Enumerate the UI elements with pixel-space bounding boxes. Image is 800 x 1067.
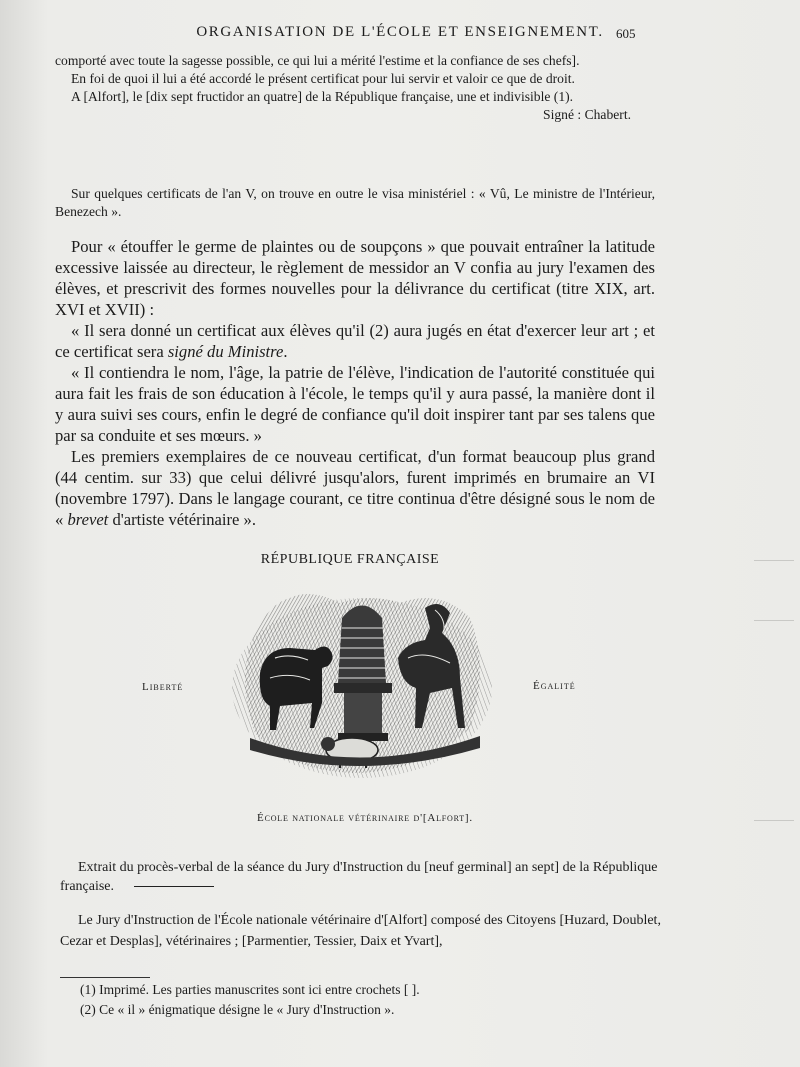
extrait-text — [60, 858, 660, 896]
paragraph-1: Pour « étouffer le germe de plaintes ou de soupçons » que pouvait entraîner la latitude excessive laissée au directeur, le règlement de messidor an V confia au jury l'examen des élèves, et prescrivit des formes nouvelles pour la délivrance du certificat (titre XIX, art. XVI et XVII) : — [55, 237, 655, 319]
paragraph-2-italic: signé du Ministre — [167, 342, 284, 361]
paragraph-2-start: « Il sera donné un certificat aux élèves qu'il (2) aura jugés en état d'exercer leur art ; et ce certificat sera — [55, 321, 655, 361]
paragraph-4-italic: brevet — [67, 510, 109, 529]
liberte-label: Liberté — [142, 681, 184, 693]
ecole-caption: École nationale vétérinaire d'[Alfort]. — [257, 812, 473, 824]
visa-text: Sur quelques certificats de l'an V, on trouve en outre le visa ministériel : « Vû, Le ministre de l'Intérieur, Benezech ». — [55, 186, 655, 219]
engraved-vignette-illustration — [230, 588, 495, 778]
extrait-block — [60, 858, 660, 896]
bleed-through-mark — [754, 620, 794, 621]
excerpt-line-2: En foi de quoi il lui a été accordé le présent certificat pour lui servir et valoir ce que de droit. — [71, 71, 575, 86]
jury-block — [60, 910, 670, 952]
signature: Signé : Chabert. — [543, 107, 631, 122]
paragraph-4 — [55, 446, 655, 530]
paragraph-2 — [55, 320, 655, 362]
extrait-rule — [134, 886, 214, 887]
visa-note — [55, 185, 655, 221]
paragraph-2-end: . — [283, 342, 288, 361]
footnote-2: (2) Ce « il » énigmatique désigne le « Jury d'Instruction ». — [80, 1002, 395, 1017]
paragraph-3: « Il contiendra le nom, l'âge, la patrie de l'élève, l'indication de l'autorité constituée qui aura fait les frais de son éducation à l'école, le temps qu'il y aura passé, la manière dont il y aura suivi ses cours, enfin le degré de confiance qu'il doit inspirer tant par ses talens que par sa conduite et ses mœurs. » — [55, 363, 655, 445]
running-header: ORGANISATION DE L'ÉCOLE ET ENSEIGNEMENT. — [196, 24, 604, 40]
paragraph-4-end: d'artiste vétérinaire ». — [108, 510, 256, 529]
paragraph-4-start: Les premiers exemplaires de ce nouveau certificat, d'un format beaucoup plus grand (44 centim. sur 33) que celui délivré jusqu'alors, furent imprimés en brumaire an VI (novembre 1797). Dans le langage courant, ce titre continua d'être désigné sous le nom de « — [55, 447, 655, 529]
republique-heading: RÉPUBLIQUE FRANÇAISE — [260, 552, 440, 567]
footnote-separator — [60, 977, 150, 978]
bleed-through-mark — [754, 560, 794, 561]
footnote-1: (1) Imprimé. Les parties manuscrites sont ici entre crochets [ ]. — [80, 982, 420, 997]
extrait-line: Extrait du procès-verbal de la séance du Jury d'Instruction du [neuf germinal] an sept] de la République française. — [60, 860, 658, 894]
footnotes — [80, 980, 580, 1020]
main-text — [55, 236, 655, 530]
excerpt-line-1: comporté avec toute la sagesse possible, ce qui lui a mérité l'estime et la confiance de ses chefs]. — [55, 53, 580, 68]
jury-text: Le Jury d'Instruction de l'École nationale vétérinaire d'[Alfort] composé des Citoyens [Huzard, Doublet, Cezar et Desplas], vétérinaires ; [Parmentier, Tessier, Daix et Yvart], — [60, 913, 661, 949]
bleed-through-mark — [754, 820, 794, 821]
excerpt-line-3: A [Alfort], le [dix sept fructidor an quatre] de la République française, une et indivisible (1). — [71, 89, 574, 104]
page-number: 605 — [616, 26, 636, 41]
certificate-excerpt — [55, 52, 655, 124]
egalite-label: Égalité — [533, 680, 576, 692]
